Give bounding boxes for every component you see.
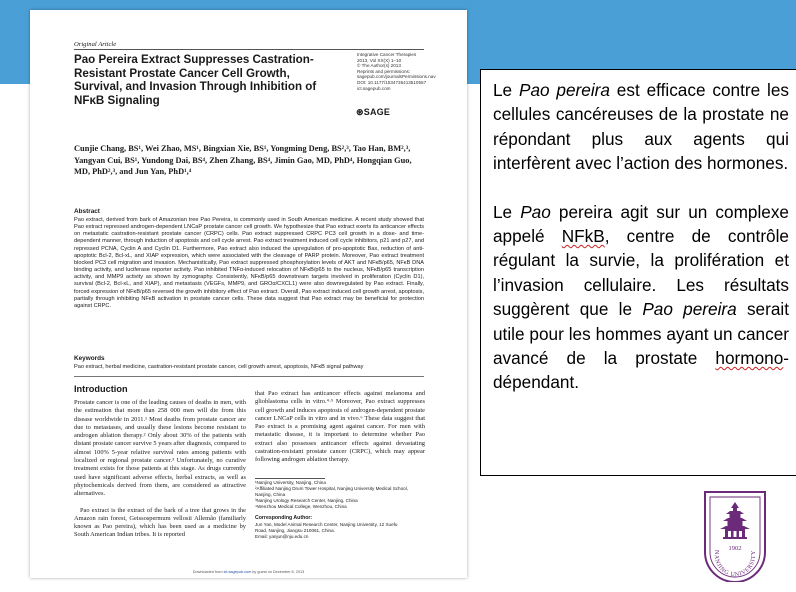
abstract-heading: Abstract bbox=[74, 208, 100, 215]
paragraph: that Pao extract has anticancer effects against melanoma and glioblastoma cells in vitro.⁴·⁵ Moreover, Pao extract suppresses cell growth and induces apoptosis of androgen-dependent prostate cancer LNCaP cells in vitro and in vivo.⁶ These data suggest that Pao extract is a promising agent against cancer. For men with metastatic disease, it is important to determine whether Pao extract also possesses anticancer effects against devastating castration-resistant prostate cancer (CRPC), which may appear following androgen ablation therapy. bbox=[255, 390, 425, 464]
logo-arc-textpath: NANJING UNIVERSITY bbox=[712, 550, 758, 579]
logo-year: 1902 bbox=[728, 545, 742, 552]
affiliation-line: ²Affiliated Nanjing Drum Tower Hospital, Nanjing University Medical School, Nanjing, China bbox=[255, 486, 409, 497]
paragraph: Pao extract is the extract of the bark of a tree that grows in the Amazon rain forest, Geissospermum vellosii Allemão (familiarly known as Pao pereira), which has been used as a medicine by South American Indian tribes. It is reported bbox=[74, 506, 246, 539]
abstract-text: Pao extract, derived from bark of Amazonian tree Pao Pereira, is commonly used in South American medicine. A recent study showed that Pao extract repressed androgen-dependent LNCaP prostate cancer cell growth. We hypothesize that Pao extract exerts its anticancer effects on metastatic castration-resistant prostate cancer (CRPC) cells. Pao extract suppressed CRPC PC3 cell growth in a dose- and time-dependent manner, through induction of apoptosis and cell cycle arrest. Pao extract treatment induced cell cycle inhibitors, p21 and p27, and repressed PCNA, Cyclin A and Cyclin D1. Furthermore, Pao extract also induced the upregulation of pro-apoptotic Bax, reduction of anti-apoptotic Bcl-2, Bcl-xL, and XIAP expression, which were associated with the cleavage of PARP protein. Moreover, Pao extract treatment blocked PC3 cell migration and invasion. Mechanistically, Pao extract suppressed phosphorylation levels of AKT and NFκB/p65, NFκB DNA binding activity, and luciferase reporter activity. Pao inhibited TNFα-induced relocation of NFκB/p65 to the nucleus, NFκB/p65 transcription activity, and MMP9 activity as shown by zymography. Consistently, NFκB/p65 downstream targets involved in proliferation (Cyclin D1), survival (Bcl-2, Bcl-xL, and XIAP), and metastasis (VEGFs, MMP9, and GROα/CXCL1) were also downregulated by Pao extract. Finally, forced expression of NFκB/p65 reversed the growth inhibitory effect of Pao extract. Overall, Pao extract induced cell growth arrest, apoptosis, partially through inhibiting NFκB activation in prostate cancer cells. These data suggest that Pao extract may be beneficial for protection against CRPC. bbox=[74, 217, 424, 309]
text-run-italic: Pao pereira bbox=[642, 299, 737, 320]
footer-suffix: by guest on December 8, 2013 bbox=[251, 570, 305, 574]
text-run: , centre de contrôle régulant la survie, la prolifération et l’invasion cellulaire. Les résultats suggèrent que le bbox=[493, 226, 789, 320]
summary-paragraph-1 bbox=[493, 78, 789, 176]
corresponding-author-heading: Corresponding Author: bbox=[255, 515, 313, 521]
journal-line: DOI: 10.1177/1534735413510557 bbox=[357, 79, 427, 85]
affiliation-line: ¹Nanjing University, Nanjing, China bbox=[255, 480, 326, 485]
journal-line: 2013, Vol XX(X) 1–10 bbox=[357, 57, 402, 63]
journal-line: © The Author(s) 2013 bbox=[357, 63, 401, 69]
text-run-italic: Pao bbox=[520, 201, 551, 222]
text-run: serait utile pour les hommes ayant un cancer avancé de la prostate bbox=[493, 299, 789, 369]
author-list: Cunjie Chang, BS¹, Wei Zhao, MS¹, Bingxian Xie, BS¹, Yongming Deng, BS²,³, Tao Han, BM²,³, Yangyan Cui, BS¹, Yundong Dai, BS⁴, Zhen Zhang, BS⁴, Jimin Gao, MD, PhD⁴, Hongqian Guo, MD, PhD²,³, and Jun Yan, PhD¹,⁴ bbox=[74, 144, 412, 177]
spellcheck-flagged-word: NFkB bbox=[561, 226, 605, 247]
text-run: -dépendant. bbox=[493, 348, 789, 393]
journal-info bbox=[357, 52, 461, 91]
spellcheck-flagged-word: hormono bbox=[715, 348, 784, 369]
journal-line: Integrative Cancer Therapies bbox=[357, 52, 417, 57]
corresponding-line: Jun Yan, Model Animal Research Center, Nanjing University, 12 Xuefu bbox=[255, 522, 398, 527]
publisher-icon: ⊛ bbox=[356, 107, 364, 117]
article-title: Pao Pereira Extract Suppresses Castration-Resistant Prostate Cancer Cell Growth, Survival, and Invasion Through Inhibition of NFκB Signaling bbox=[74, 53, 317, 107]
affiliations bbox=[255, 480, 425, 510]
footnote-rule bbox=[255, 478, 325, 479]
journal-line: sagepub.com/journalsPermissions.nav bbox=[357, 74, 436, 80]
nanjing-university-logo bbox=[702, 490, 768, 582]
article-page bbox=[30, 10, 467, 578]
corresponding-line: Email: yanjun@nju.edu.cn bbox=[255, 534, 309, 539]
paragraph: Prostate cancer is one of the leading causes of deaths in men, with the estimation that more than 258 000 men will die from this disease worldwide in 2011.¹ Most deaths from prostate cancer are due to metastases, and usually these lesions become resistant to androgen ablation therapy.² Only about 30% of the patients with distant prostate cancer survive 5 years after diagnosis, compared to almost 100% 5-year relative survival rates among patients with localized or regional prostate cancer.³ Unfortunately, no curative treatment exists for those patients at this stage. As drugs currently used have significant adverse effects, herbal extracts, as well as phytochemicals derived from them, are considered as attractive alternatives. bbox=[74, 399, 246, 498]
publisher-logo bbox=[356, 107, 390, 118]
footer-link[interactable]: ict.sagepub.com bbox=[223, 570, 252, 574]
introduction-left-column bbox=[74, 399, 246, 540]
text-run: est efficace contre les cellules cancéreuses de la prostate ne répondant plus aux agents qui interfèrent avec l’action des hormones. bbox=[493, 80, 789, 174]
journal-line: Reprints and permissions: bbox=[357, 68, 411, 74]
summary-paragraph-2 bbox=[493, 200, 789, 395]
corresponding-line: Road, Nanjing, Jiangsu 210061, China. bbox=[255, 528, 335, 533]
logo-arc-text bbox=[713, 550, 757, 578]
text-run-italic: Pao pereira bbox=[518, 80, 610, 100]
journal-line: ict.sagepub.com bbox=[357, 85, 391, 91]
download-footer bbox=[30, 570, 467, 574]
section-rule bbox=[74, 376, 424, 377]
keywords-text: Pao extract, herbal medicine, castration-resistant prostate cancer, cell growth arrest, apoptosis, NFκB signal pathway bbox=[74, 364, 364, 370]
text-run: Le bbox=[493, 201, 521, 222]
keywords-heading: Keywords bbox=[74, 355, 105, 362]
introduction-right-column bbox=[255, 390, 425, 465]
french-summary-box bbox=[480, 69, 796, 476]
publisher-name: SAGE bbox=[363, 107, 391, 117]
text-run: pereira agit sur un complexe appelé bbox=[493, 201, 789, 247]
header-rule bbox=[74, 49, 424, 50]
article-type-label: Original Article bbox=[74, 41, 117, 48]
corresponding-author bbox=[255, 522, 425, 540]
affiliation-line: ³Nanjing Urology Research Center, Nanjing, China bbox=[255, 498, 358, 503]
affiliation-line: ⁴Wenzhou Medical College, Wenzhou, China bbox=[255, 504, 347, 509]
text-run: Le bbox=[493, 80, 519, 100]
introduction-heading: Introduction bbox=[74, 384, 128, 394]
footer-prefix: Downloaded from bbox=[192, 570, 224, 574]
